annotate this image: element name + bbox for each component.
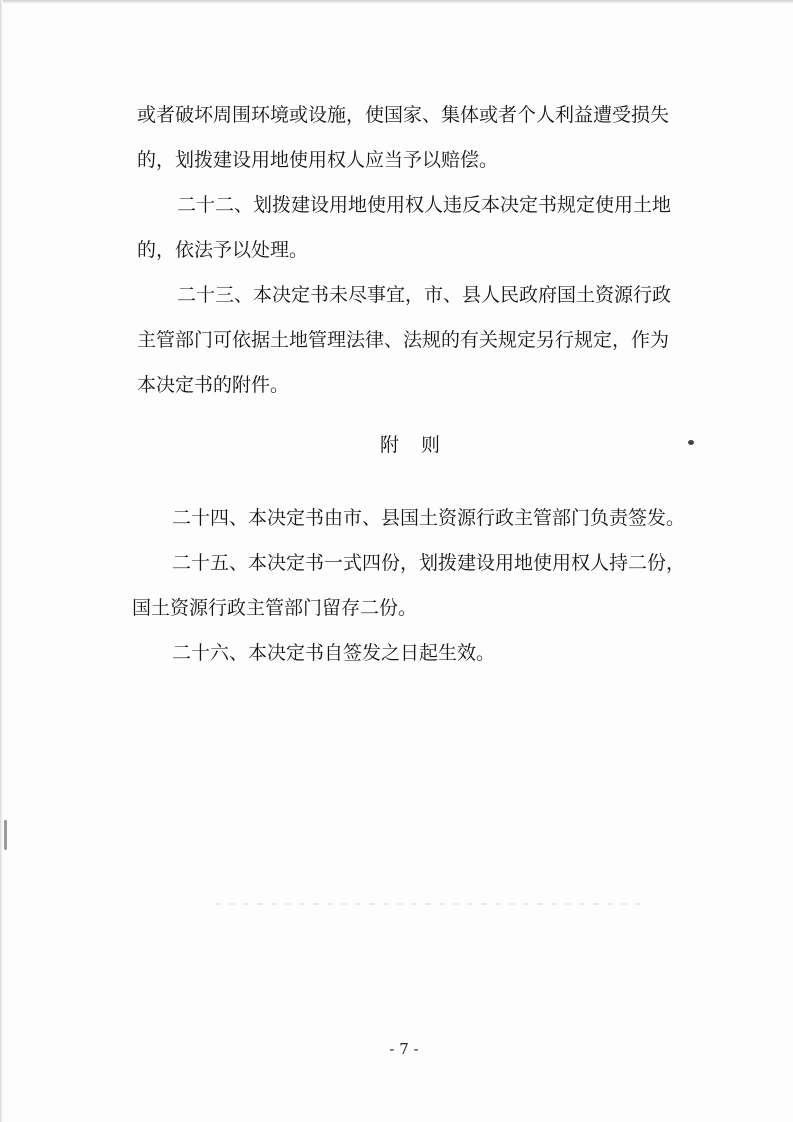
section-heading: 附则 xyxy=(380,434,463,456)
clause-22-line-2: 的，依法予以处理。 xyxy=(137,239,309,261)
page-number: - 7 - xyxy=(389,1040,419,1058)
clause-23-line-3: 本决定书的附件。 xyxy=(137,374,290,396)
clause-24-line: 二十四、本决定书由市、县国土资源行政主管部门负责签发。 xyxy=(172,507,686,529)
clause-25-line-1: 二十五、本决定书一式四份，划拨建设用地使用权人持二份， xyxy=(172,552,686,574)
scan-top-edge xyxy=(0,0,793,4)
clause-23-line-2: 主管部门可依据土地管理法律、法规的有关规定另行规定，作为 xyxy=(137,329,670,351)
clause-22-line-1: 二十二、划拨建设用地使用权人违反本决定书规定使用土地 xyxy=(177,194,672,216)
ink-speck xyxy=(688,440,694,445)
binding-mark xyxy=(4,820,7,850)
faint-show-through xyxy=(215,903,645,905)
scan-left-edge xyxy=(0,0,3,1122)
body-line-1: 或者破坏周围环境或设施，使国家、集体或者个人利益遭受损失 xyxy=(137,104,670,126)
clause-26-line: 二十六、本决定书自签发之日起生效。 xyxy=(172,642,496,664)
body-line-2: 的，划拨建设用地使用权人应当予以赔偿。 xyxy=(137,149,499,171)
clause-25-line-2: 国土资源行政主管部门留存二份。 xyxy=(132,597,418,619)
clause-23-line-1: 二十三、本决定书未尽事宜，市、县人民政府国土资源行政 xyxy=(177,284,672,306)
